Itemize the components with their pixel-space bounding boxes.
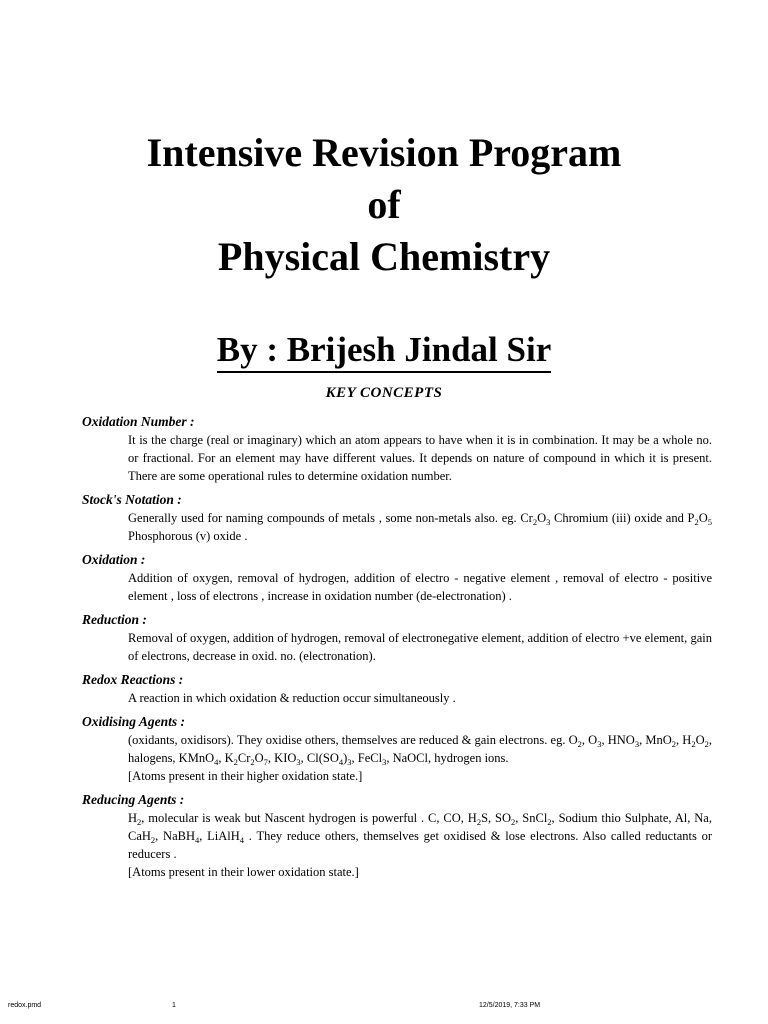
concept-body xyxy=(128,569,712,605)
concept-paragraph: Generally used for naming compounds of metals , some non-metals also. eg. $Cr_2O_3$ Chromium (iii) oxide and $P_2O_5$ Phosphorous (v) oxide . xyxy=(128,511,712,543)
concept-paragraph: [Atoms present in their higher oxidation state.] xyxy=(128,769,363,783)
page-footer xyxy=(0,1002,768,1014)
concept-section xyxy=(82,491,712,545)
concept-heading: Reducing Agents : xyxy=(82,792,185,807)
concept-section xyxy=(82,713,712,785)
footer-page-number: 1 xyxy=(172,1002,176,1009)
concept-section xyxy=(82,551,712,605)
concept-paragraph: A reaction in which oxidation & reduction occur simultaneously . xyxy=(128,691,456,705)
concept-paragraph: Removal of oxygen, addition of hydrogen, removal of electronegative element, addition of electro +ve element, gain of electrons, decrease in oxid. no. (electronation). xyxy=(128,631,712,663)
concept-body xyxy=(128,431,712,485)
concept-heading: Reduction : xyxy=(82,612,147,627)
concept-heading: Redox Reactions : xyxy=(82,672,184,687)
concept-paragraph: $H_2$, molecular is weak but Nascent hydrogen is powerful . C, CO, $H_2S$, $SO_2$, SnCl$_2$, Sodium thio Sulphate, Al, Na, CaH$_2$, NaBH$_4$, LiAlH$_4$ . They reduce others, themselves get oxidised & lose electrons. Also called reductants or reducers . xyxy=(128,811,712,861)
concept-paragraph: It is the charge (real or imaginary) which an atom appears to have when it is in combination. It may be a whole no. or fractional. For an element may have different values. It depends on nature of compound in which it is present. There are some operational rules to determine oxidation number. xyxy=(128,433,712,483)
concept-sections xyxy=(82,413,712,887)
concept-section xyxy=(82,611,712,665)
concept-body xyxy=(128,689,712,707)
concept-section xyxy=(82,791,712,881)
author-name: By : Brijesh Jindal Sir xyxy=(217,330,551,373)
concept-heading: Oxidising Agents : xyxy=(82,714,186,729)
title-line-2: of xyxy=(367,182,401,227)
title-line-1: Intensive Revision Program xyxy=(146,130,622,175)
concept-paragraph: [Atoms present in their lower oxidation state.] xyxy=(128,865,359,879)
concept-body xyxy=(128,629,712,665)
concept-body xyxy=(128,509,712,545)
concept-paragraph: (oxidants, oxidisors). They oxidise others, themselves are reduced & gain electrons. eg. $O_2$, $O_3$, $HNO_3$, MnO$_2$, $H_2O_2$, halogens, KMnO$_4$, $K_2Cr_2O_7$, $KIO_3$, $Cl(SO_4)_3$, FeCl$_3$, NaOCl, hydrogen ions. xyxy=(128,733,712,767)
footer-filename: redox.pmd xyxy=(8,1002,42,1009)
concept-body xyxy=(128,731,712,785)
key-concepts-heading: KEY CONCEPTS xyxy=(325,385,443,401)
concept-paragraph: Addition of oxygen, removal of hydrogen, addition of electro - negative element , removal of electro - positive element , loss of electrons , increase in oxidation number (de-electronation) . xyxy=(128,571,712,603)
concept-section xyxy=(82,413,712,485)
concept-section xyxy=(82,671,712,707)
footer-timestamp: 12/5/2019, 7:33 PM xyxy=(479,1002,541,1009)
title-line-3: Physical Chemistry xyxy=(217,234,551,279)
concept-heading: Oxidation Number : xyxy=(82,414,195,429)
concept-heading: Stock's Notation : xyxy=(82,492,182,507)
concept-heading: Oxidation : xyxy=(82,552,146,567)
concept-body xyxy=(128,809,712,881)
author-line xyxy=(0,330,768,370)
title-block xyxy=(0,127,768,283)
